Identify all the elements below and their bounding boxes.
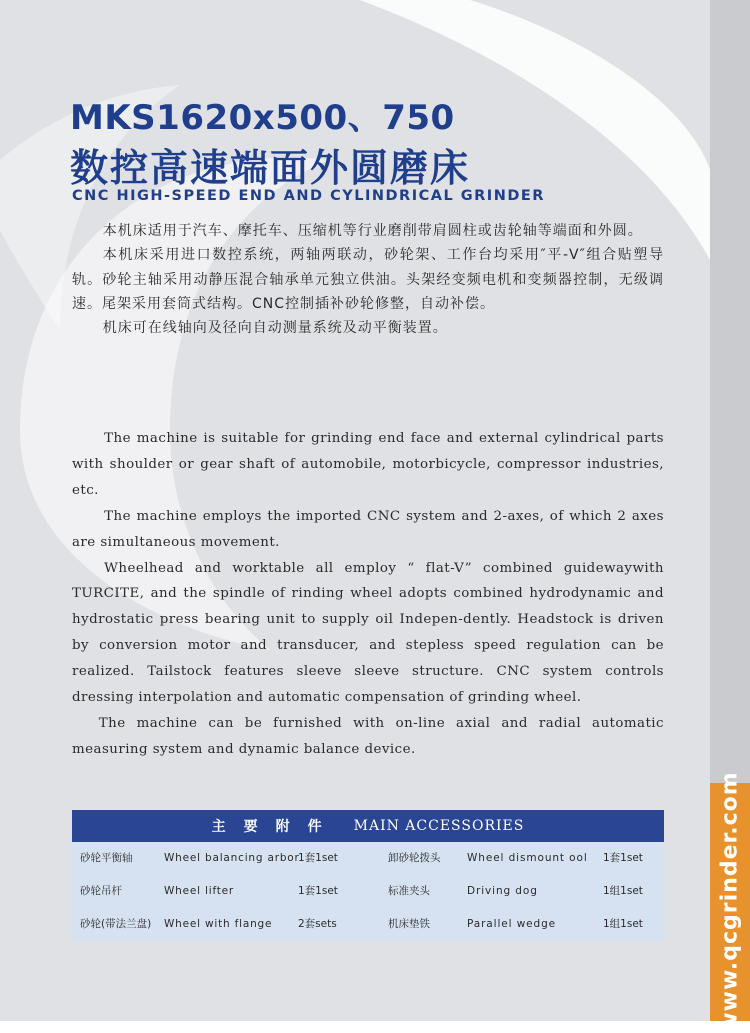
accessory-name-cn: 标准夹头 <box>388 885 430 897</box>
accessory-name-cn: 卸砂轮拨头 <box>388 852 441 864</box>
cn-paragraph: 本机床适用于汽车、摩托车、压缩机等行业磨削带肩圆柱或齿轮轴等端面和外圆。 <box>102 223 643 239</box>
chinese-description <box>72 219 664 340</box>
accessories-table <box>72 810 664 941</box>
en-paragraph: The machine employs the imported CNC system and 2-axes, of which 2 axes are simultaneous movement. <box>72 508 664 550</box>
accessory-name-en: Wheel balancing arbor <box>164 852 300 864</box>
accessory-quantity: 1套1set <box>298 885 338 897</box>
accessory-quantity: 2套sets <box>298 918 337 930</box>
accessory-quantity: 1套1set <box>298 852 338 864</box>
en-paragraph: The machine is suitable for grinding end face and external cylindrical parts with shoulder or gear shaft of automobile, motorbicycle, compressor industries, etc. <box>72 431 664 498</box>
accessories-body <box>72 842 664 941</box>
en-paragraph: The machine can be furnished with on-line axial and radial automatic measuring system and dynamic balance device. <box>72 715 664 757</box>
english-description <box>72 426 664 763</box>
accessory-name-cn: 机床垫铁 <box>388 918 430 930</box>
accessory-name-en: Wheel with flange <box>164 918 273 930</box>
accessory-quantity: 1套1set <box>603 852 643 864</box>
accessory-name-en: Parallel wedge <box>467 918 557 930</box>
en-paragraph: Wheelhead and worktable all employ “ flat-V” combined guidewaywith TURCITE, and the spindle of rinding wheel adopts combined hydrodynamic and hydrostatic press bearing unit to supply oil Indepen-dently. Headstock is driven by conversion motor and transducer, and stepless speed regulation can be realized. Tailstock features sleeve sleeve structure. CNC system controls dressing interpolation and automatic compensation of grinding wheel. <box>72 560 664 706</box>
website-url[interactable]: www.qcgrinder.com <box>717 771 743 1033</box>
accessories-title-cn: 主要附件 <box>211 819 340 835</box>
accessory-quantity: 1组1set <box>603 918 643 930</box>
accessories-header <box>72 810 664 842</box>
accessory-name-en: Wheel dismount ool <box>467 852 588 864</box>
table-row <box>72 875 664 908</box>
english-title: CNC HIGH-SPEED END AND CYLINDRICAL GRINDER <box>72 188 545 204</box>
cn-paragraph: 本机床采用进口数控系统，两轴两联动，砂轮架、工作台均采用″平-V″组合贴塑导轨。砂轮主轴采用动静压混合轴承单元独立供油。头架经变频电机和变频器控制，无级调速。尾架采用套筒式结构。CNC控制插补砂轮修整，自动补偿。 <box>72 247 664 312</box>
accessory-name-en: Driving dog <box>467 885 538 897</box>
accessory-name-cn: 砂轮平衡轴 <box>80 852 133 864</box>
accessory-name-en: Wheel lifter <box>164 885 235 897</box>
chinese-title: 数控高速端面外圆磨床 <box>70 146 471 190</box>
accessories-title-en: MAIN ACCESSORIES <box>353 818 525 834</box>
accessory-name-cn: 砂轮吊杆 <box>80 885 122 897</box>
accessory-quantity: 1组1set <box>603 885 643 897</box>
table-row <box>72 842 664 875</box>
accessory-name-cn: 砂轮(带法兰盘) <box>80 918 152 930</box>
model-title: MKS1620x500、750 <box>70 98 455 138</box>
cn-paragraph: 机床可在线轴向及径向自动测量系统及动平衡装置。 <box>102 320 448 337</box>
table-row <box>72 908 664 941</box>
